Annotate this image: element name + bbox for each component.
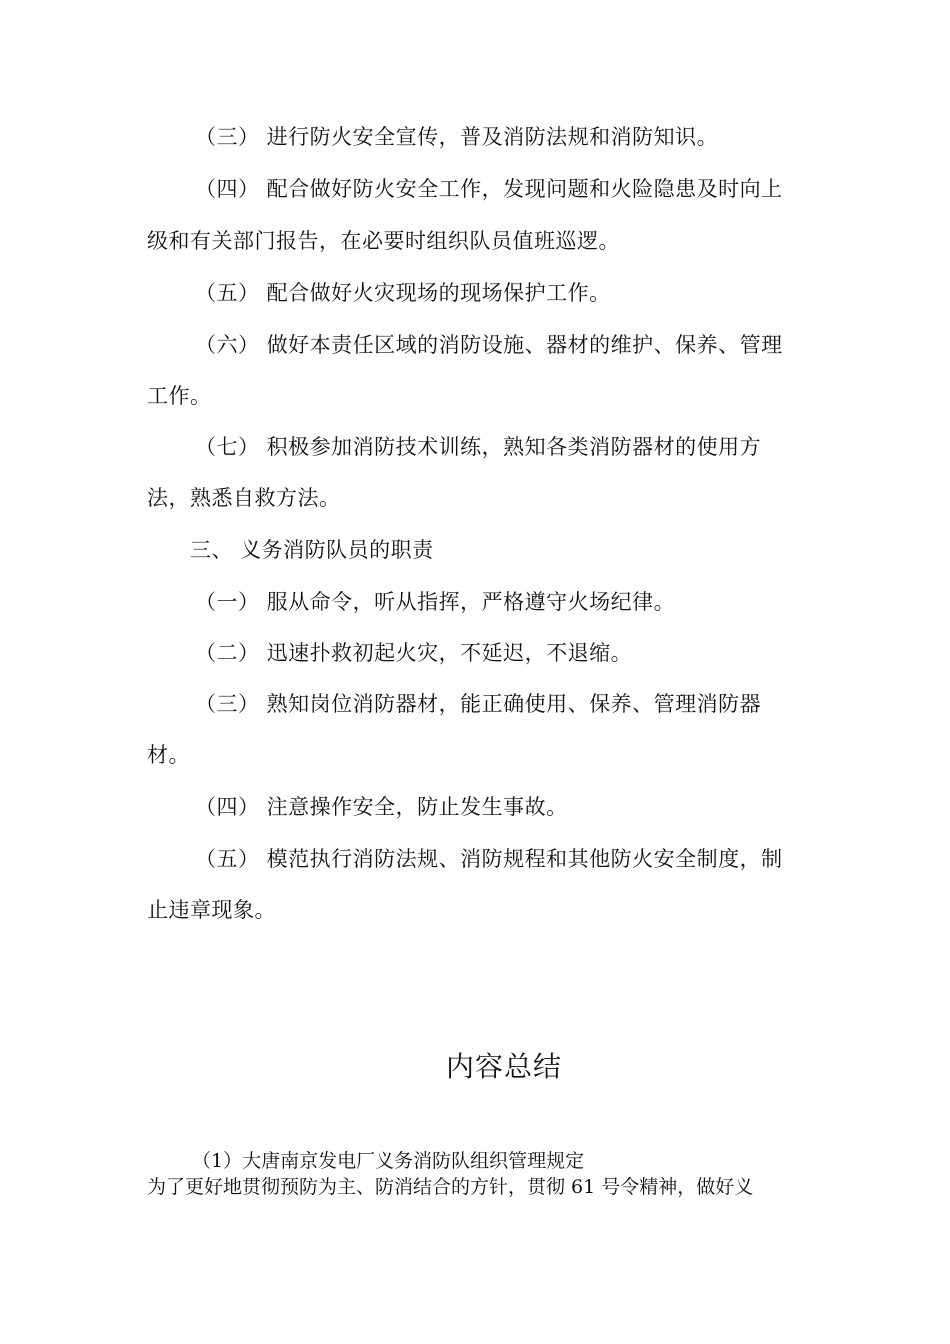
paragraph-line: 工作。 (147, 384, 212, 408)
paragraph-line: （四） 配合做好防火安全工作，发现问题和火险隐患及时向上 (195, 177, 783, 201)
paragraph-line: （七） 积极参加消防技术训练，熟知各类消防器材的使用方 (195, 435, 762, 459)
paragraph-line: （一） 服从命令，听从指挥，严格遵守火场纪律。 (195, 590, 676, 614)
paragraph-line: （五） 配合做好火灾现场的现场保护工作。 (195, 281, 611, 305)
paragraph-line: （四） 注意操作安全，防止发生事故。 (195, 795, 568, 819)
paragraph-line: （二） 迅速扑救初起火灾，不延迟，不退缩。 (195, 641, 633, 665)
paragraph-line: （三） 进行防火安全宣传，普及消防法规和消防知识。 (195, 125, 719, 149)
summary-line: （1）大唐南京发电厂义务消防队组织管理规定 (192, 1150, 585, 1172)
paragraph-line: （六） 做好本责任区域的消防设施、器材的维护、保养、管理 (195, 333, 783, 357)
paragraph-line: 材。 (147, 743, 190, 767)
paragraph-line: 法，熟悉自救方法。 (147, 486, 341, 510)
summary-title: 内容总结 (445, 1050, 562, 1083)
paragraph-line: （三） 熟知岗位消防器材，能正确使用、保养、管理消防器 (195, 692, 762, 716)
paragraph-line: 止违章现象。 (147, 898, 276, 922)
section-heading: 三、 义务消防队员的职责 (190, 538, 434, 562)
summary-line: 为了更好地贯彻预防为主、防消结合的方针，贯彻 61 号令精神，做好义 (147, 1176, 754, 1198)
paragraph-line: 级和有关部门报告，在必要时组织队员值班巡逻。 (147, 229, 620, 253)
paragraph-line: （五） 模范执行消防法规、消防规程和其他防火安全制度，制 (195, 847, 783, 871)
